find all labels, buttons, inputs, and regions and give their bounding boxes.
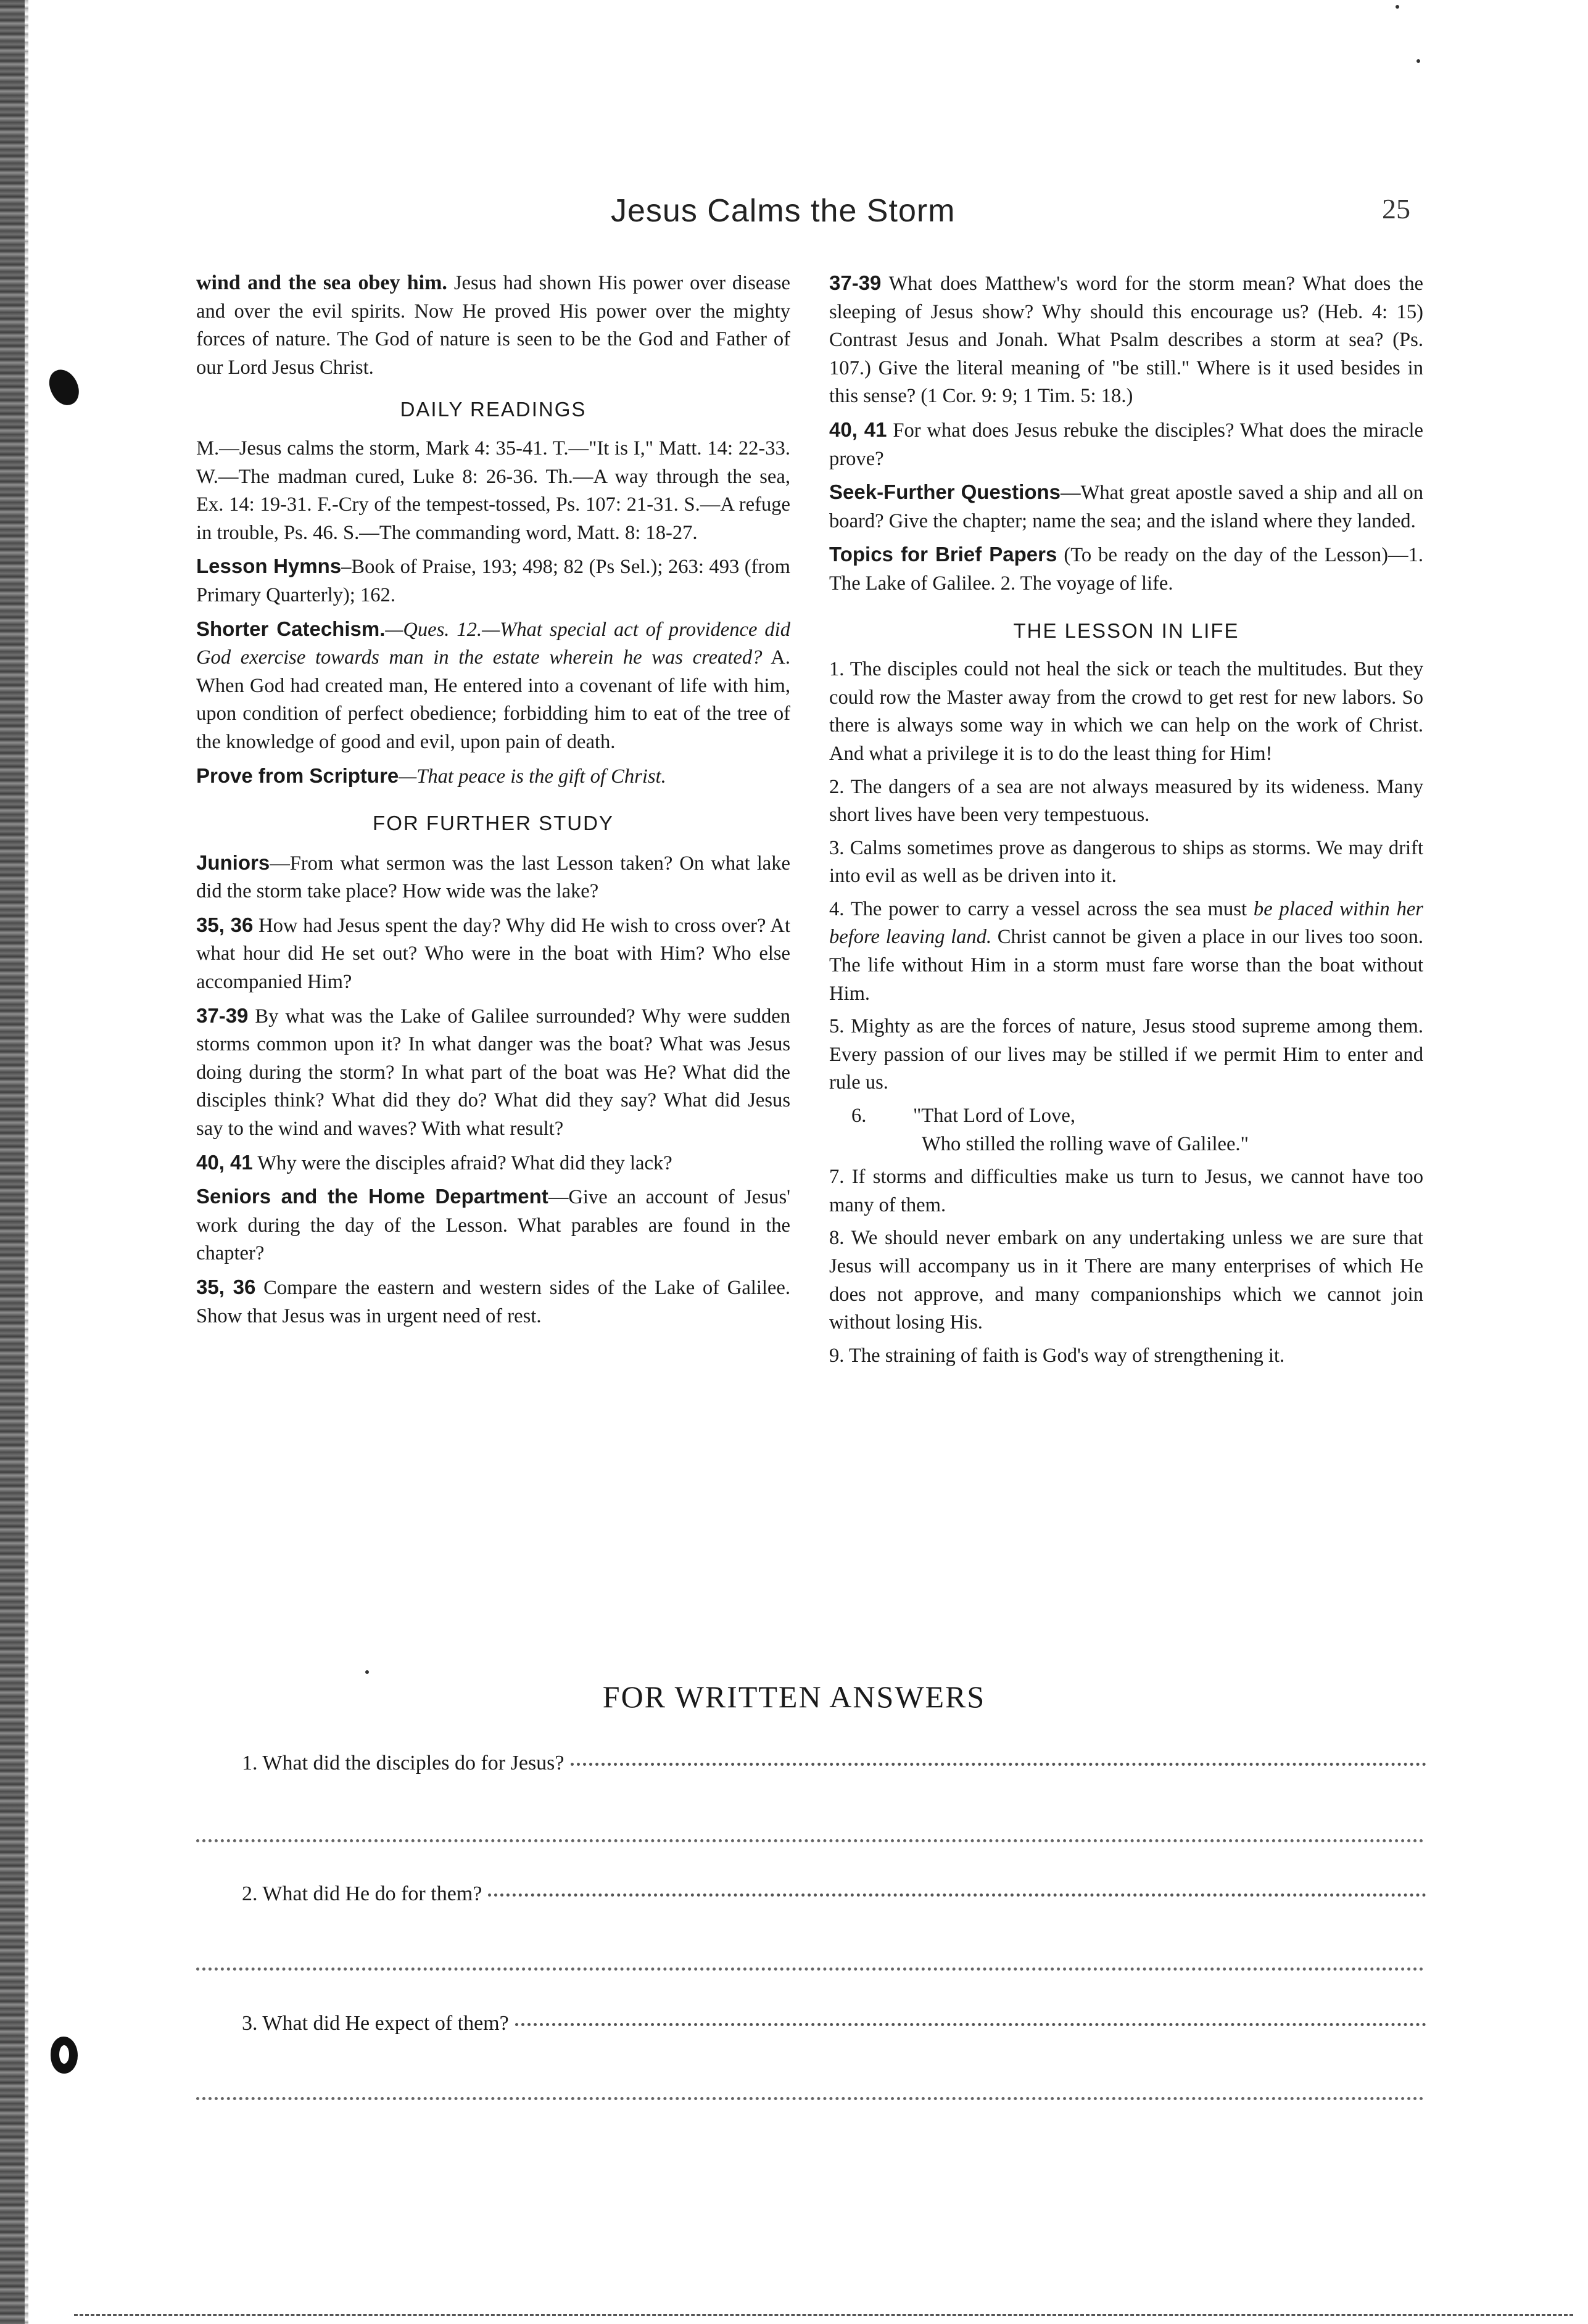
quote-number: 6.: [851, 1105, 867, 1127]
daily-readings-heading: DAILY READINGS: [400, 398, 587, 421]
answer-dots: [488, 1893, 1426, 1897]
lesson-point-4-italic: be placed within her before leaving land.: [829, 897, 1423, 949]
question-text: 1. What did the disciples do for Jesus?: [242, 1752, 564, 1774]
intro-paragraph: [196, 269, 790, 382]
juniors-paragraph: [196, 849, 790, 906]
seniors-40-text: For what does Jesus rebuke the disciples? What does the miracle prove?: [829, 419, 1423, 470]
binding-hole-bottom: [51, 2037, 78, 2074]
answer-dots: [515, 2023, 1426, 2026]
seniors-paragraph: [196, 1182, 790, 1268]
further-study-heading: FOR FURTHER STUDY: [373, 812, 614, 835]
seniors-text: —Give an account of Jesus' work during the day of the Lesson. What parables are found in the chapter?: [196, 1186, 790, 1265]
page-edge: [25, 0, 28, 2324]
topics-lead: Topics for Brief Papers: [829, 543, 1057, 566]
juniors-37-paragraph: [196, 1002, 790, 1143]
juniors-35-paragraph: [196, 911, 790, 997]
prove-paragraph: [196, 762, 790, 791]
written-answers-heading: FOR WRITTEN ANSWERS: [602, 1679, 986, 1714]
prove-lead: Prove from Scripture: [196, 764, 399, 787]
seniors-lead: Seniors and the Home Department: [196, 1185, 548, 1208]
speck: [1416, 59, 1420, 63]
lesson-point-2: 2. The dangers of a sea are not always measured by its wideness. Many short lives have been very tempestuous.: [829, 775, 1423, 826]
seniors-40-paragraph: [829, 416, 1423, 473]
verse-ref: 40, 41: [196, 1150, 253, 1174]
lesson-point-1: 1. The disciples could not heal the sick or teach the multitudes. But they could row the Master away from the crowd to get rest for new labors. So there is always some way in which we can help on the work of Christ. And what a privilege it is to do the least thing for Him!: [829, 658, 1423, 765]
answer-line[interactable]: [196, 2097, 1424, 2100]
lesson-hymns-lead: Lesson Hymns: [196, 554, 342, 578]
verse-ref: 37-39: [196, 1003, 249, 1027]
question-text: 2. What did He do for them?: [242, 1882, 482, 1905]
verse-ref: 37-39: [829, 271, 882, 294]
verse-ref: 35, 36: [196, 1275, 256, 1298]
lesson-point-5: 5. Mighty as are the forces of nature, Jesus stood supreme among them. Every passion of our lives may be stilled if we permit Him to enter and rule us.: [829, 1015, 1423, 1094]
verse-ref: 35, 36: [196, 913, 254, 936]
juniors-40-paragraph: [196, 1148, 790, 1178]
written-question-1: [242, 1752, 1426, 1775]
seniors-37-paragraph: [829, 269, 1423, 411]
page-number: 25: [1382, 193, 1410, 225]
speck: [365, 1670, 369, 1674]
juniors-text: —From what sermon was the last Lesson taken? On what lake did the storm take place? How wide was the lake?: [196, 852, 790, 903]
question-text: 3. What did He expect of them?: [242, 2012, 509, 2035]
lesson-point-6-quote: [829, 1102, 1423, 1158]
topics-paragraph: [829, 540, 1423, 598]
juniors-40-text: Why were the disciples afraid? What did they lack?: [252, 1152, 672, 1174]
lesson-point-7: 7. If storms and difficulties make us turn to Jesus, we cannot have too many of them.: [829, 1166, 1423, 1216]
page-title: Jesus Calms the Storm: [611, 193, 956, 229]
verse-ref: 40, 41: [829, 418, 887, 441]
juniors-lead: Juniors: [196, 851, 270, 874]
written-question-2: [242, 1882, 1426, 1906]
quote-text-1: "That Lord of Love,: [913, 1105, 1075, 1127]
seek-further-lead: Seek-Further Questions: [829, 480, 1061, 504]
lesson-point-3: 3. Calms sometimes prove as dangerous to ships as storms. We may drift into evil as well as be driven into it.: [829, 836, 1423, 888]
catechism-paragraph: [196, 615, 790, 757]
speck: [1396, 5, 1399, 9]
right-column: [829, 269, 1423, 1375]
intro-text: Jesus had shown His power over disease and over the evil spirits. Now He proved His power over the mighty forces of nature. The God of nature is seen to be the God and Father of our Lord Jesus Christ.: [196, 272, 790, 379]
book-spine-shadow: [0, 0, 25, 2324]
answer-line[interactable]: [196, 1968, 1424, 1971]
catechism-question: What special act of providence did God exercise towards man in the estate wherein he was created?: [196, 618, 790, 669]
answer-line[interactable]: [196, 1839, 1424, 1842]
quote-line-1: [829, 1102, 1423, 1131]
prove-text: —That peace is the gift of Christ.: [399, 765, 666, 788]
bottom-edge: [74, 2314, 1573, 2316]
seniors-35-paragraph: [196, 1273, 790, 1330]
written-question-3: [242, 2012, 1426, 2035]
seniors-37-text: What does Matthew's word for the storm mean? What does the sleeping of Jesus show? Why should this encourage us? (Heb. 4: 15) Contrast Jesus and Jonah. What Psalm describes a storm at sea? (Ps. 107.) Give the literal meaning of "be still." Where is it used besides in this sense? (1 Cor. 9: 9; 1 Tim. 5: 18.): [829, 273, 1423, 408]
catechism-ques: —Ques. 12.—: [385, 618, 500, 641]
seek-further-text: —What great apostle saved a ship and all on board? Give the chapter; name the sea; and the island where they landed.: [829, 482, 1423, 532]
lesson-point-9: 9. The straining of faith is God's way of strengthening it.: [829, 1344, 1285, 1367]
left-column: [196, 269, 790, 1335]
lesson-point-4-start: 4. The power to carry a vessel across the sea must: [829, 897, 1254, 920]
binding-hole-top: [44, 365, 84, 410]
quote-line-2: Who stilled the rolling wave of Galilee.": [922, 1132, 1249, 1155]
juniors-37-text: By what was the Lake of Galilee surrounded? Why were sudden storms common upon it? In what danger was the boat? What was Jesus doing during the storm? In what part of the boat was He? What did the disciples think? What did they do? What did they say? What did Jesus say to the wind and waves? With what result?: [196, 1005, 790, 1140]
lesson-in-life-heading: THE LESSON IN LIFE: [1013, 619, 1239, 642]
intro-lead: wind and the sea obey him.: [196, 271, 447, 294]
answer-dots: [571, 1763, 1426, 1766]
lesson-hymns-text: –Book of Praise, 193; 498; 82 (Ps Sel.); 263: 493 (from Primary Quarterly); 162.: [196, 556, 790, 606]
seek-further-paragraph: [829, 478, 1423, 535]
lesson-point-4: [829, 896, 1423, 1008]
lesson-point-8: 8. We should never embark on any undertaking unless we are sure that Jesus will accompany us in it There are many enterprises of which He does not approve, and many companionships which we cannot join without losing His.: [829, 1227, 1423, 1334]
daily-readings-text: M.—Jesus calms the storm, Mark 4: 35-41. T.—"It is I," Matt. 14: 22-33. W.—The madman cured, Luke 8: 26-36. Th.—A way through the sea, Ex. 14: 19-31. F.-Cry of the tempest-tossed, Ps. 107: 21-31. S.—A refuge in trouble, Ps. 46. S.—The commanding word, Matt. 8: 18-27.: [196, 437, 790, 544]
catechism-answer: A. When God had created man, He entered into a covenant of life with him, upon condition of perfect obedience; forbidding him to eat of the tree of the knowledge of good and evil, upon pain of death.: [196, 646, 790, 753]
lesson-point-4-end: Christ cannot be given a place in our lives too soon. The life without Him in a storm must fare worse than the boat without Him.: [829, 926, 1424, 1005]
lesson-hymns-paragraph: [196, 552, 790, 609]
topics-text: (To be ready on the day of the Lesson)—1. The Lake of Galilee. 2. The voyage of life.: [829, 544, 1423, 595]
seniors-35-text: Compare the eastern and western sides of the Lake of Galilee. Show that Jesus was in urgent need of rest.: [196, 1277, 790, 1327]
catechism-lead: Shorter Catechism.: [196, 617, 386, 640]
juniors-35-text: How had Jesus spent the day? Why did He wish to cross over? At what hour did He set out? Who were in the boat with Him? Who else accompanied Him?: [196, 914, 790, 994]
